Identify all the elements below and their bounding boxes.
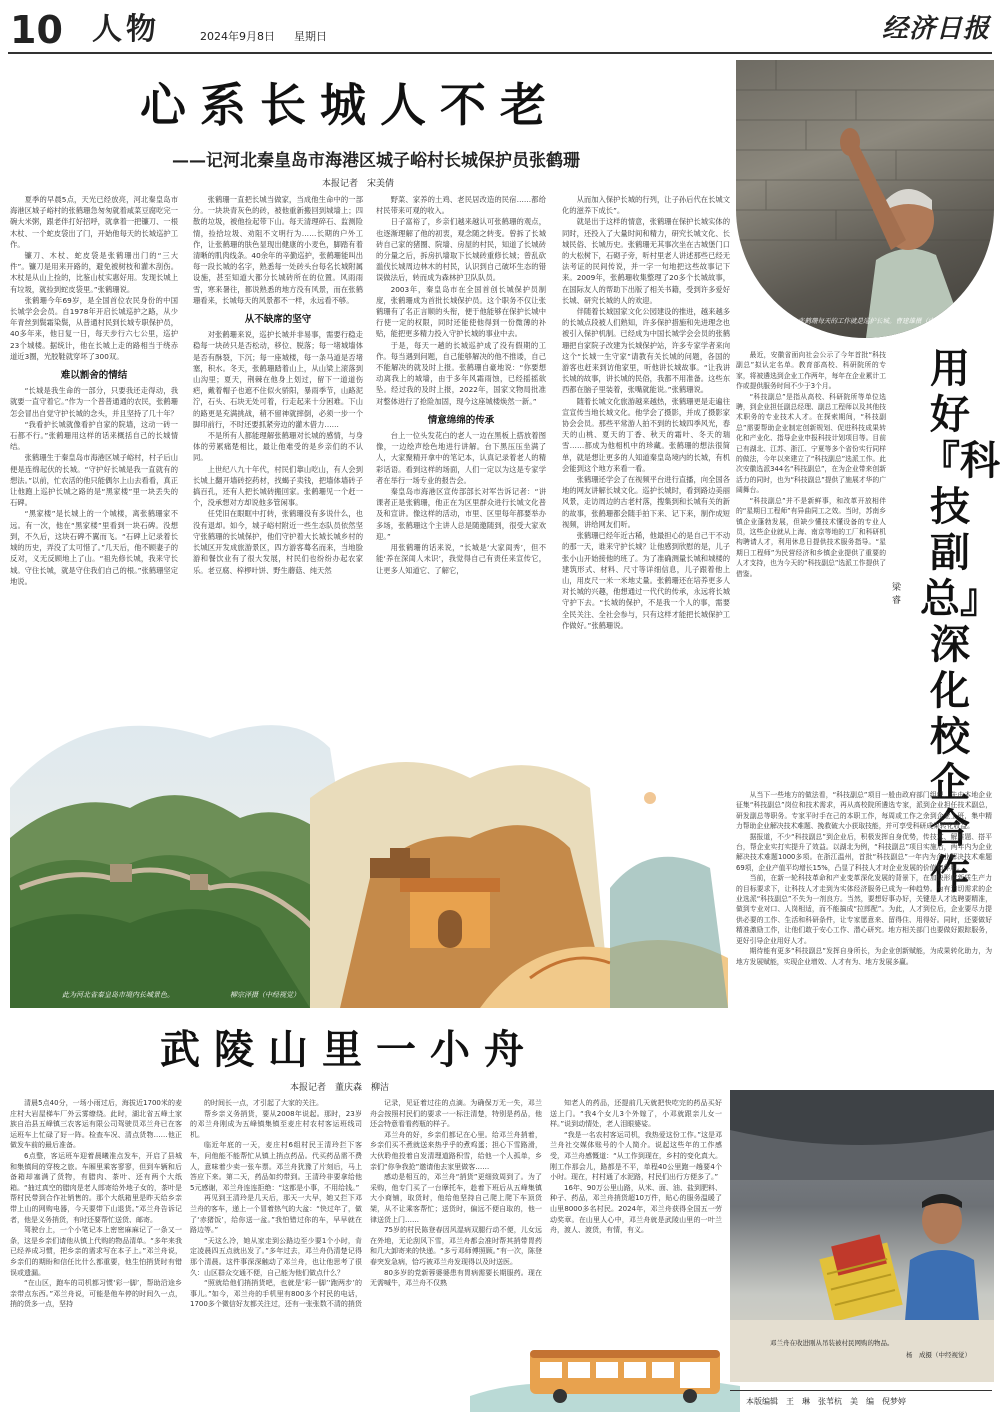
paragraph: 当前，在新一轮科技革命和产业变革深化发展的背景下，在加快形成新质生产力的目标要求下，让科技人才走到为实体经济服务已成为一种趋势。为有迫切需求的企业选派“科技副总”不失为一剂良方。当然，要想好事办好，关键是人才选聘要精准，做到专业对口、人岗相适，而不能搞成“拉郎配”。为此，人才到位后，企业要尽力提供必要的工作、生活和科研条件，让专家愿意来、留得住、用得好。同时，还要做好精准激励工作，让他们敢于安心工作、潜心研究。地方相关部门也要做好跟踪服务，更好引导企业用好人才。 bbox=[736, 874, 992, 945]
paragraph: 秦皇岛市海港区宣传部部长对军告诉记者：“讲课者正是张鹤珊，他正在为区里群众进行长城文化普及和宣讲。像这样的活动，市里、区里每年都要举办多场，张鹤珊这个主讲人总是随邀随到，很受大家欢迎。” bbox=[376, 487, 546, 541]
driver-photo-credit: 杨 成摄（中经视觉） bbox=[906, 1351, 971, 1359]
masthead bbox=[0, 0, 1000, 60]
paragraph: 任凭旧在眼眶中打转，张鹤珊没有多说什么，也没有退却。如今，城子峪村附近一些生态队员依然坚守张鹤珊的长城保护，他们守护着大长城长城乡村的长城区开发成旅游景区，四方游客蓦名而来，当地脸游和餐饮业有了很大发展，村民们也纷纷办起农家乐。老豆腐、梓椤叶饼、野生蘑菇、纯天然 bbox=[193, 509, 363, 575]
paragraph: 于是，每天一趟的长城巡护成了没有假期的工作。每当遇到问题，自己能够解决的他不推诿，自己不能解决的就及时上报。张鹤珊自豪地说：“你要想动离我上的城墙，由于多年风霜雨蚀，已经摇摇欲坠。经过我的及时上报，2022年，国家文物局批准对整体进行了抢险加固，现今这座城楼焕然一新。” bbox=[376, 340, 546, 406]
paragraph: 驾驶台上，一个小笔记本上密密麻麻记了一条又一条，这是乡亲们请他从镇上代购的物品清单。“多年来我已经养成习惯，把乡亲的需求写在本子上。”邓兰舟说，乡亲们的期盼和信任比什么都重要，他生怕捎货时有错误或遗漏。 bbox=[10, 1226, 182, 1277]
article2-body-bottom bbox=[736, 790, 992, 1078]
paragraph: 张鹤珊一直把长城当做家，当成他生命中的一部分。一块块青灰色的砖，被他重新搬回到城墙上；四散的垃圾，被他捡起带下山。每天清理碎石、监测险情，捡拾垃圾、劝阻不文明行为……长期的户外工作，让张鹤珊的肤色显现出健康的小麦色，脚踏有着清晰的肌肉线条。40余年的辛勤巡护，张鹤珊能叫出每一段长城的名字，熟悉每一处砖头台每名长城附属设施，甚至知道大都分长城砖所在的位置。风雨雨雪，寒来暑往，都说熟悉的地方没有风景，而在张鹤珊看来，长城每天的风景都不一样，永远看不够。 bbox=[193, 195, 363, 305]
bus-illustration bbox=[470, 1336, 740, 1412]
paragraph: “在山区，跑车的司机都习惯‘彩一脚’，帮助沿途乡亲带点东西。”邓兰舟说，可能是他车停的时间久一点，捎的货多一点，坚持 bbox=[10, 1279, 182, 1309]
article1-col3 bbox=[376, 194, 546, 674]
paragraph: 张鹤珊还学会了在视频平台进行直播，向全国各地的网友讲解长城文化。巡护长城时，看到路边美丽风景，走访周边的古老村落，搜集到和长城有关的新的故事，张鹤珊都会随手拍下来、记下来，制作成短视频，讲给网友们听。 bbox=[562, 475, 730, 529]
paragraph: 清晨5点40分，一场小雨过后，海拔近1700米的麦庄村大岩屋梯车厂外云雾缭绕。此时，湖北省五峰土家族自治县五峰镇三农客运有限公司驾驶员邓兰舟已在客运班车上忙碌了好一阵。检查车况、清点货物……他正做发车前的最后准备。 bbox=[10, 1099, 182, 1150]
paragraph: “天这么冷，她从家走到公路边至少要1个小时，肯定凌晨四五点就出发了。”多年过去，邓兰舟仍清楚记得那个清晨。这件事深深触动了邓兰舟，也让他思考了很久：山区群众交通不便，自己能为他们做点什么？ bbox=[190, 1236, 362, 1277]
article3-col1 bbox=[10, 1098, 182, 1410]
paragraph: 16年、90万公里山路，从米、面、油、盐到肥料、种子、药品，邓兰舟捎货超10万件，贴心的服务温暖了山里8000多名村民。2024年，邓兰舟获得全国五一劳动奖章。在山里人心中，邓兰舟就是武陵山里的一叶兰舟，渡人、渡货，有情，有义。 bbox=[550, 1183, 722, 1235]
landscape-caption-left: 此为河北省秦皇岛市境内长城景色。 bbox=[62, 991, 174, 999]
paragraph: 期待能有更多“科技副总”发挥自身所长，为企业创新赋能，为成果转化助力，为地方发展赋能，实现企业增效、人才有为、地方发展多赢。 bbox=[736, 947, 992, 966]
paragraph: 野菜、家养的土鸡、老民居改造的民宿……都给村民带来可观的收入。 bbox=[376, 195, 546, 216]
paragraph: 邓兰舟的好，乡亲们都记在心里。给邓兰舟捎着，乡亲们买不煮就送来热乎乎的煮鸡蛋；担心下雪路滑，大伙聆他投着自发清理道路积雪，给他一个人孤单，乡亲们“你争我抢”邀请他去家里做客…… bbox=[370, 1130, 542, 1171]
paragraph: 从当下一些地方的做法看，“科技副总”项目一般由政府部门组织，先由本地企业征集“科技副总”岗位和技术需求，再从高校院所遴选专家，派到企业担任技术副总，研发副总等职务。专家平时手在己的本职工作，每周或工作之余到企业上班，集中精力帮助企业解决技术难题、挽救破大小获取技能，并可享受科研成果转化收益。 bbox=[736, 791, 992, 831]
paragraph: 上世纪八九十年代，村民们靠山吃山，有人会到长城上翻开墙砖挖药材，找蝎子卖钱，把墙体墙砖子搞百孔，还有人把长城砖搬回家。张鹤珊见一个赶一个，没承想对方却说他多管闲事。 bbox=[193, 464, 363, 508]
paragraph: 对张鹤珊来说，巡护长城并非易事，需要行稳走稳每一块砖只是否松动，移位、脱落；每一堵城墙体是否有酥裂，下沉；每一座城楼，每一条马道是否堵塞，积水。冬天，张鹤珊踏着山上，从山梁上滚落到山沟里；夏天，荆棘在他身上划过，留下一道道伤疤，戴着帽子也遮不住似火骄阳，暴雨季节，山路泥泞，石头、石块无处可着，行走起来十分困难。下山的路更是充满挑战，稍不留神就摔倒，必须一步一个脚印前行，不时还要抓紧旁边的灌木借力…… bbox=[193, 330, 363, 429]
paragraph: 感动是相互的，邓兰舟“捎货”更细致周到了。为了采购，他专门买了一台摩托车，趁着下班后从五峰集镇大小商铺，取货时，他给他坚持自己爬上爬下车顶货架，从不让乘客帮忙；送货时，偏远不便自取的，他一律送货上门…… bbox=[370, 1173, 542, 1224]
article1-col2 bbox=[193, 194, 363, 674]
subheading: 难以割舍的情结 bbox=[60, 370, 128, 382]
paragraph: 日子富裕了，乡亲们越来越认可张鹤珊的观点，也逐渐理解了他的初衷，观念随之转变。曾拆了长城砖自己家的猪圈、院墙、房屋的村民，知道了长城砖的分量之后，拆房扒墙取下长城砖重修长城；曾乱砍滥伐长城周边林木的村民，认识到自己破坏生态的错误做法后，转而成为森林护卫队队员。 bbox=[376, 217, 546, 283]
paragraph: 用张鹤珊的话来说，“长城是‘大家闺秀’，但不能‘养在深闺人未识’，我觉得自己有责任来宣传它，让更多人知道它、了解它， bbox=[376, 543, 546, 575]
paragraph: “长城是我生命的一部分，只要我还走得动，我就要一直守着它。”作为一个普普通通的农民，张鹤珊怎会冒出自觉守护长城的念头，并且坚持了几十年？ bbox=[10, 386, 178, 418]
article2-author: 梁睿 bbox=[892, 583, 902, 606]
paragraph: 临近年底的一天，麦庄村6组村民王清玲拦下客车，问他能不能帮忙从镇上捎点药品。代买药品需不费人，意味着少卖一张车票。邓兰舟犹豫了片刻后，马上答应下来。第二天，药品如约带到。王清玲非要拿给他5元感谢，邓兰舟连连拒绝：“这都是小事，不用给钱。” bbox=[190, 1141, 362, 1192]
great-wall-illustration bbox=[10, 678, 728, 1008]
footer-rule bbox=[730, 1390, 992, 1391]
article1-col4 bbox=[562, 194, 730, 734]
page-number: 10 bbox=[10, 8, 63, 52]
editors-credit: 本版编辑 王 琳 张苇杭 美 编 倪梦婷 bbox=[746, 1397, 906, 1406]
landscape-caption-right: 柳宗泽摄（中经视觉） bbox=[230, 991, 300, 999]
driver-photo bbox=[730, 1090, 994, 1382]
driver-photo-caption: 邓兰舟在收进刚从吊装被村民网购的物品。 bbox=[770, 1339, 894, 1347]
paragraph: 75岁的村民陈登春因风湿病双腿行动不便，儿女远在外地，无论刮风下雪，邓兰舟都会准时帮其捎带胃药和几大卸寄来的快递。“多亏邓师傅照顾。”有一次，陈登春突发急病，恰巧被邓兰舟发现得以及时送医。 bbox=[370, 1226, 542, 1266]
great-wall-photo bbox=[10, 678, 728, 1008]
paper-logo: 经济日报 bbox=[882, 14, 991, 44]
paragraph: 80多岁的党新蓉婆婆患有胃病需要长期服药。现在无需喊牛，邓兰舟不仅熟 bbox=[370, 1268, 542, 1288]
paragraph: “黑家楼”是长城上的一个城楼，离张鹤珊家不远。有一次，他在“黑家楼”里看到一块石碑。没想到，不久后，这块石碑不翼而飞。“石碑上记录着长城的历史，弄没了太可惜了。”几天后，他不顾妻子的反对，义无反顾地上了山。“祖先修长城，我来守长城。守住长城，就是守住我们自己的根。”张鹤珊坚定地说。 bbox=[10, 509, 178, 586]
article3-col3 bbox=[370, 1098, 542, 1338]
paragraph: “科技副总”是指从高校、科研院所等单位选聘，到企业担任副总经理、副总工程师以及其他技术职务的专业技术人才。在探索期间，“科技副总”需要帮助企业制定创新规划、促进科技成果转化和产业化、指导企业申报科技计划项目等。目前已有湖北、江苏、浙江、宁夏等多个省份实行同样的做法，今年以来建立了“科技副总”选派工作。此次安徽选派344名“科技副总”，在为企业带来创新活力的同时，也为“科技副总”提供了施展才华的广阔舞台。 bbox=[736, 392, 886, 495]
masthead-rule bbox=[8, 52, 992, 54]
paragraph: 帮乡亲义务捎货，要从2008年说起。那时，23岁的邓兰舟刚成为五峰镇集镇至麦庄村农村客运班线司机。 bbox=[190, 1109, 362, 1139]
paragraph: 张鹤珊已经年近古稀，他最担心的是自己干不动的那一天，谁来守护长城？让他感到欣慰的是，儿子张小山开始接他的班了。为了准确测量长城和城楼的建筑形式、材料、尺寸等详细信息，儿子跟着他上山，用皮尺一米一米地丈量。张鹤珊还在培养更多人对长城的兴趣，他想通过一代代的传承，永远将长城守护下去。“长城的保护，不是我一个人的事，需要全民关注、全社会参与，只有这样才能把长城保护工作做好。”张鹤珊说。 bbox=[562, 531, 730, 630]
article1-title: 心系长城人不老 bbox=[140, 78, 560, 132]
subheading: 从不缺席的坚守 bbox=[244, 314, 312, 326]
article3-title: 武陵山里一小舟 bbox=[160, 1026, 538, 1073]
paragraph: 6点整，客运班车迎着晨曦准点发车，开启了县城和集镇间的穿梭之旅。车厢里乘客寥寥，但到车辆和后备箱却塞满了货物，有腊肉、茶叶、还有两个大纸箱。“抽过真空的腊肉是老人郎寄给外地子女的，茶叶是帮村民带到合作社销售的。那个大纸箱里是昨天给乡亲带上山的网购电器，今天要带下山退货。”邓兰舟告诉记者，他是义务捎货，有时还要帮忙送货、邮寄。 bbox=[10, 1151, 182, 1224]
bus-drawing bbox=[470, 1336, 740, 1412]
issue-weekday: 星期日 bbox=[294, 30, 327, 43]
paragraph: “科技副总”并不是新鲜事，和改革开放相伴的“星期日工程师”有异曲同工之效。当时，苏南乡镇企业蓬勃发展，但缺少懂技术懂设备的专业人员，这些企业就从上海、南京等地的工厂和科研机构聘请人才，利用休息日提供技术服务指导。“星期日工程师”为民营经济和乡镇企业提供了重要的人才支持，也为今天的“科技副总”选派工作提供了借鉴。 bbox=[736, 496, 886, 578]
paragraph: 据报道，不少“科技副总”到企业后，积极发挥自身优势，传技术、解难题、搭平台，帮企业实打实提升了效益。以湖北为例，“科技副总”项目实施后，两年内为企业解决技术难题1000多项。在浙江温州，首批“科技副总”一年内为企业解决技术难题69项，企业产值平均增长15%，凸显了科技人才对企业发展的价值和作用。 bbox=[736, 832, 992, 872]
paragraph: 的时间长一点，才引起了大家的关注。 bbox=[204, 1099, 323, 1107]
paragraph: 再见到王清玲是几天后，那天一大早，她又拦下邓兰舟的客车，递上一个冒着热气的大盆：“快过年了，做了‘赤猪饭’，给你送一盆。”我怕错过你的车，早早就在路边等。” bbox=[190, 1194, 362, 1235]
paragraph: 知老人的药品，还提前几天就把快吃完的药品买好送上门。“我4个女儿3个外嫁了，小邓就跟亲儿女一样。”说到动情处，老人泪眼婆娑。 bbox=[550, 1099, 722, 1129]
paragraph: 张鹤珊生于秦皇岛市海港区城子峪村，村子后山便是连绵起伏的长城。“守护好长城是我一直就有的想法。”以前，忙农活的他只能偶尔上山去看看，真正让他跑上巡护长城之路的是“黑家楼”里一块丢失的石碑。 bbox=[10, 453, 178, 508]
paragraph: 伴随着长城国家文化公园建设的推进，越来越多的长城点段被人们熟知，许多保护措施和先进理念也被引入保护机制。已经成为中国长城学会会员的张鹤珊把自家院子改建为长城保护站，许多专家学者来向这个“长城一生守家”请教有关长城的问题，各国的游客也赶来到访他家里，听他讲长城故事。“让我讲长城的故事，讲长城的民俗，我都不用准备。这些东西都在脑子里装着，张嘴就能说。”张鹤珊说。 bbox=[562, 307, 730, 395]
section-name: 人物 bbox=[92, 12, 160, 47]
paragraph: 2003年，秦皇岛市在全国首创长城保护员制度，张鹤珊成为首批长城保护员。这个职务不仅让张鹤珊有了名正言顺的头衔，便于他能够在保护长城中行使一定的权限，同时还能使他得到一份微薄的补贴，能把更多精力投入守护长城的事业中去。 bbox=[376, 284, 546, 339]
portrait-caption: 张鹤珊每天的工作就是巡护长城。曹建雄摄（中经视觉） bbox=[798, 317, 961, 325]
subheading: 情意绵绵的传承 bbox=[427, 414, 495, 426]
article2-title-text: 用好『科技副总』深化校企合作 bbox=[920, 345, 1000, 898]
portrait-photo bbox=[736, 60, 994, 338]
paragraph: 不是所有人都能理解张鹤珊对长城的感情，与身体的劳累痛楚相比，最让他难受的是乡亲们的不认同。 bbox=[193, 431, 363, 463]
paragraph: 最近，安徽省面向社会公示了今年首批“科技副总”拟认定名单。教育部高校、科研院所的专家，将被遴选到企业工作两年，每年在企业累计工作或提供服务时间不少于3个月。 bbox=[736, 351, 886, 391]
paragraph: “照就给他们捎捎货吧，也就是‘彩一脚’‘跑两步’的事儿。”如今，邓兰舟的手机里有800多个村民的电话，1700多个微信好友都关注过，还有一张张数不清的捎货 bbox=[190, 1279, 362, 1309]
article3-col4 bbox=[550, 1098, 722, 1330]
paragraph: 镰刀、木杖、蛇皮袋是张鹤珊出门的“三大件”。镰刀是用来开路的，避免被树枝和灌木刮伤。木杖是从山上捡的，比鉴山杖实惠好用。发现长城上有垃圾，就捡到蛇皮袋里。”张鹤珊说。 bbox=[10, 251, 178, 294]
article1-subtitle: ——记河北秦皇岛市海港区城子峪村长城保护员张鹤珊 bbox=[172, 151, 580, 171]
article1-byline: 本报记者 宋美倩 bbox=[322, 179, 395, 189]
paragraph: 随着长城文化旅游越来越热，张鹤珊更是走遍往宣宣传当地长城文化。他学会了摄影，并成了摄影家协会会员。那些平常游人拍不到的长城四季风光，春天的山桃、夏天的丁香、秋天的霜叶、冬天的瑞雪……都成为他相机中的珍藏。张鹤珊的想法很简单，就是想让更多的人知道秦皇岛境内的长城，有机会能到这个地方来看一看。 bbox=[562, 396, 730, 473]
paragraph: 就是出于这样的情意，张鹤珊在保护长城实体的同时，还投入了大量时间和精力，研究长城文化、长城民俗、长城历史。张鹤珊无其事次坐在古城堡门口的大松树下，石砌子旁，听村里老人讲述那些已经无法考证的民间传说，并一字一句地把这些故事记下来。2009年，张鹤珊收集整理了20多个长城故事，在国际友人的帮助下出版了相关书籍，受到许多爱好长城、研究长城的人的欢迎。 bbox=[562, 217, 730, 305]
paragraph: “我是一名农村客运司机，我热爱这份工作。”这是邓兰舟社交媒体账号的个人简介。说起这些年的工作感受，邓兰舟感慨道：“从工作到现在，乡村的变化真大。刚工作那会儿，路都是不平，单程40公里跑一趟要4个小时。现在，村村通了水泥路，村民们出行方便多了。” bbox=[550, 1130, 722, 1182]
paragraph: 从而加入保护长城的行列，让子孙后代在长城文化的滋养下成长”。 bbox=[562, 195, 730, 216]
paragraph: 记录，见证着过往的点滴。为确保万无一失，邓兰舟会按照村民们的要求一一标注清楚，特别是药品，他还会特意看看药瓶的样子。 bbox=[370, 1099, 542, 1129]
article3-col2 bbox=[190, 1098, 362, 1410]
article3-byline: 本报记者 董庆森 柳洁 bbox=[290, 1083, 390, 1093]
paragraph: 台上一位头发花白的老人一边在黑板上搭放着图像，一边绘声绘色地进行讲解。台下黑压压坐满了人，大家聚精开拿中的笔记本，认真记录着老人的精彩话语。看到这样的场面，人们一定以为这是专家学者在举行一场专业的报告会。 bbox=[376, 431, 546, 485]
portrait-illustration bbox=[736, 60, 994, 338]
paragraph: “我看护长城就像看护自家的院墙，这动一砖一石都不行。”张鹤珊用这样的话来概括自己的长城情结。 bbox=[10, 419, 178, 452]
paragraph: 夏季的早晨5点，天光已经放亮，河北秦皇岛市海港区城子峪村的张鹤珊急匆匆就着咸菜豆腐吃完一碗大米粥，跟老伴打好招呼，就拿着一把镰刀、一根木杖、一个蛇皮袋出了门，开始他每天的长城巡护工作。 bbox=[10, 195, 178, 249]
article1-col1 bbox=[10, 194, 178, 674]
paragraph: 张鹤珊今年69岁，是全国首位农民身份的中国长城学会会员。自1978年开启长城巡护之路，从少年青丝到鬓霜染鬓，从普通村民到长城专职保护员，40多年来，他日复一日，每天步行六七公里，巡护23个城楼。据统计，他在长城上走的路相当于绕赤道近3圈，光胶鞋就穿坏了300双。 bbox=[10, 295, 178, 361]
issue-date: 2024年9月8日 bbox=[200, 30, 275, 43]
